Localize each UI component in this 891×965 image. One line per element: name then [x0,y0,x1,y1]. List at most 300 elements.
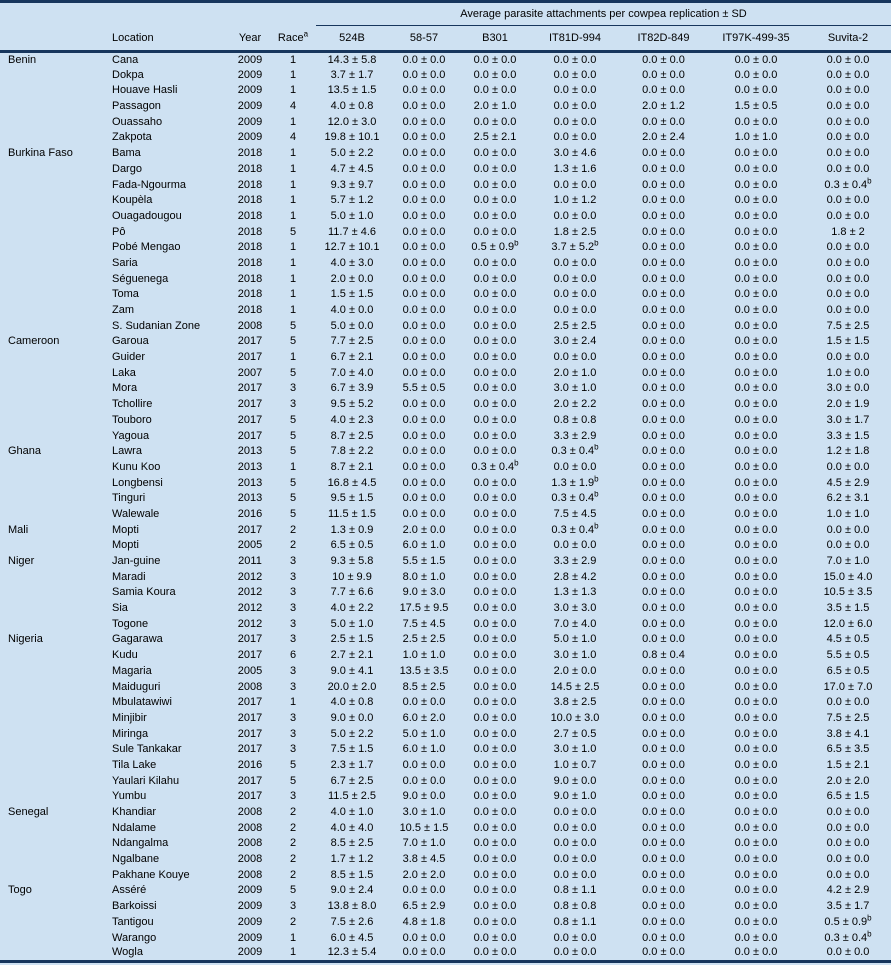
table-row [0,67,891,83]
year-cell: 2009 [237,946,263,959]
cultivar-header-58-57: 58-57 [388,26,460,52]
value-cell: 0.0 ± 0.0 [734,523,778,536]
table-row [0,397,891,413]
year-cell: 2017 [237,743,263,756]
race-cell: 2 [289,915,297,928]
value-cell: 0.0 ± 0.0 [826,806,870,819]
value-cell: 0.0 ± 0.0 [734,256,778,269]
value-cell: 0.0 ± 0.0 [473,617,517,630]
table-row [0,805,891,821]
race-cell: 5 [289,319,297,332]
value-cell: 0.0 ± 0.0 [734,853,778,866]
value-cell: 5.0 ± 2.2 [330,147,374,160]
location-cell: Gagarawa [112,633,163,646]
value-cell: 0.0 ± 0.0 [826,351,870,364]
year-cell: 2009 [237,68,263,81]
year-cell: 2009 [237,100,263,113]
value-cell: 3.0 ± 1.0 [553,382,597,395]
year-cell: 2017 [237,774,263,787]
value-cell: 2.0 ± 2.0 [826,774,870,787]
value-cell: 5.0 ± 1.0 [402,727,446,740]
year-cell: 2017 [237,351,263,364]
country-cell [0,616,106,632]
value-cell: 0.0 ± 0.0 [473,304,517,317]
value-cell: 0.0 ± 0.0 [734,398,778,411]
value-cell: 0.0 ± 0.0 [402,100,446,113]
value-cell: 3.7 ± 1.7 [330,68,374,81]
results-table-body [0,52,891,962]
value-cell: 0.0 ± 0.0 [553,868,597,881]
value-cell: 0.3 ± 0.4$^b$ [551,490,599,505]
location-cell: Ndalame [112,821,157,834]
location-cell: Cana [112,53,139,66]
value-cell: 0.0 ± 0.0 [642,366,685,379]
race-header [270,26,316,52]
value-cell: 3.0 ± 4.6 [553,147,597,160]
value-cell: 0.0 ± 0.0 [553,460,597,473]
value-cell: 1.3 ± 0.9 [330,523,374,536]
spanning-header-spacer [0,2,316,26]
value-cell: 17.5 ± 9.5 [399,602,449,615]
footnote-marker: b [514,459,519,468]
cultivar-header-it97k-499-35: IT97K-499-35 [707,26,805,52]
country-cell [0,899,106,915]
country-cell [0,946,106,962]
value-cell: 1.0 ± 1.0 [402,649,446,662]
value-cell: 5.0 ± 2.2 [330,727,374,740]
country-cell [0,365,106,381]
race-cell: 1 [289,53,297,66]
value-cell: 0.0 ± 0.0 [402,507,446,520]
country-cell [0,742,106,758]
value-cell: 0.0 ± 0.0 [473,476,517,489]
value-cell: 0.0 ± 0.0 [642,853,685,866]
country-cell [0,255,106,271]
value-cell: 4.0 ± 0.8 [330,100,374,113]
value-cell: 0.0 ± 0.0 [402,445,446,458]
value-cell: 5.0 ± 1.0 [330,209,374,222]
location-cell: Ngalbane [112,853,160,866]
country-cell [0,930,106,946]
value-cell: 0.0 ± 0.0 [642,272,685,285]
value-cell: 0.0 ± 0.0 [642,555,685,568]
value-cell: 0.0 ± 0.0 [473,774,517,787]
race-cell: 3 [289,398,297,411]
value-cell: 10.5 ± 1.5 [399,821,449,834]
location-cell: Miringa [112,727,149,740]
value-cell: 0.0 ± 0.0 [473,570,517,583]
value-cell: 3.3 ± 2.9 [553,429,597,442]
year-cell: 2016 [237,507,263,520]
value-cell: 1.5 ± 0.5 [734,100,778,113]
value-cell: 6.7 ± 2.1 [330,351,374,364]
value-cell: 0.0 ± 0.0 [734,304,778,317]
value-cell: 0.0 ± 0.0 [734,272,778,285]
value-cell: 0.0 ± 0.0 [402,413,446,426]
value-cell: 9.0 ± 0.0 [330,711,374,724]
location-cell: Warango [112,931,157,944]
value-cell: 2.0 ± 0.0 [330,272,374,285]
race-cell: 1 [289,209,297,222]
value-cell: 0.0 ± 0.0 [402,115,446,128]
table-row [0,899,891,915]
value-cell: 1.0 ± 1.0 [734,131,778,144]
location-cell: Magaria [112,664,152,677]
year-cell: 2013 [237,445,263,458]
year-cell: 2017 [237,649,263,662]
value-cell: 0.0 ± 0.0 [402,147,446,160]
location-cell: Yaulari Kilahu [112,774,180,787]
value-cell: 9.0 ± 0.0 [402,790,446,803]
value-cell: 0.0 ± 0.0 [734,382,778,395]
value-cell: 0.0 ± 0.0 [734,178,778,191]
value-cell: 0.0 ± 0.0 [642,209,685,222]
value-cell: 0.0 ± 0.0 [734,915,778,928]
location-cell: Sule Tankakar [112,743,182,756]
value-cell: 1.3 ± 1.6 [553,162,597,175]
value-cell: 0.8 ± 0.8 [553,900,597,913]
year-cell: 2017 [237,696,263,709]
value-cell: 15.0 ± 4.0 [823,570,873,583]
value-cell: 7.5 ± 4.5 [402,617,446,630]
value-cell: 0.0 ± 0.0 [642,931,685,944]
cultivar-header-524b: 524B [316,26,388,52]
value-cell: 0.0 ± 0.0 [642,539,685,552]
location-cell: Zam [112,304,134,317]
value-cell: 0.0 ± 0.0 [734,743,778,756]
value-cell: 4.5 ± 0.5 [826,633,870,646]
value-cell: 9.5 ± 5.2 [330,398,374,411]
value-cell: 0.0 ± 0.0 [473,837,517,850]
value-cell: 0.0 ± 0.0 [826,194,870,207]
country-cell [0,318,106,334]
table-header [0,2,891,52]
value-cell: 0.0 ± 0.0 [734,727,778,740]
cultivar-header-b301: B301 [460,26,530,52]
table-row [0,318,891,334]
value-cell: 0.0 ± 0.0 [473,821,517,834]
table-row [0,287,891,303]
table-row [0,114,891,130]
value-cell: 12.0 ± 3.0 [327,115,377,128]
value-cell: 6.7 ± 3.9 [330,382,374,395]
location-cell: Longbensi [112,476,163,489]
value-cell: 3.0 ± 1.7 [826,413,870,426]
value-cell: 0.0 ± 0.0 [553,853,597,866]
value-cell: 0.0 ± 0.0 [473,915,517,928]
location-cell: Ouassaho [112,115,163,128]
value-cell: 0.0 ± 0.0 [473,272,517,285]
race-cell: 5 [289,774,297,787]
value-cell: 0.0 ± 0.0 [642,382,685,395]
race-cell: 2 [289,837,297,850]
value-cell: 3.7 ± 5.2$^b$ [551,239,599,254]
table-row [0,428,891,444]
race-cell: 3 [289,602,297,615]
country-cell [0,852,106,868]
race-cell: 3 [289,727,297,740]
location-cell: Yagoua [112,429,150,442]
value-cell: 1.0 ± 0.7 [553,758,597,771]
year-cell: 2005 [237,664,263,677]
table-row [0,554,891,570]
table-row [0,475,891,491]
value-cell: 0.3 ± 0.4$^b$ [551,522,599,536]
table-row [0,820,891,836]
value-cell: 4.0 ± 0.8 [330,696,374,709]
table-row [0,867,891,883]
value-cell: 2.5 ± 1.5 [330,633,374,646]
year-cell: 2012 [237,617,263,630]
value-cell: 0.0 ± 0.0 [642,617,685,630]
value-cell: 6.5 ± 2.9 [402,900,446,913]
value-cell: 0.5 ± 0.9$^b$ [471,239,519,254]
year-cell: 2009 [237,131,263,144]
value-cell: 7.5 ± 2.5 [826,319,870,332]
value-cell: 5.5 ± 0.5 [826,649,870,662]
value-cell: 9.5 ± 1.5 [330,492,374,505]
value-cell: 0.0 ± 0.0 [734,241,778,254]
value-cell: 0.0 ± 0.0 [473,664,517,677]
location-cell: Sia [112,602,128,615]
country-cell: Niger [8,555,35,568]
value-cell: 0.0 ± 0.0 [642,523,685,536]
value-cell: 0.8 ± 1.1 [553,915,597,928]
race-cell: 6 [289,649,297,662]
value-cell: 20.0 ± 2.0 [327,680,377,693]
footnote-marker: b [594,490,599,499]
value-cell: 6.0 ± 4.5 [330,931,374,944]
race-cell: 5 [289,492,297,505]
value-cell: 0.0 ± 0.0 [402,84,446,97]
value-cell: 3.8 ± 4.5 [402,853,446,866]
value-cell: 4.5 ± 2.9 [826,476,870,489]
value-cell: 1.0 ± 0.0 [826,366,870,379]
value-cell: 0.0 ± 0.0 [553,837,597,850]
country-cell [0,130,106,146]
race-cell: 2 [289,806,297,819]
value-cell: 0.0 ± 0.0 [473,288,517,301]
value-cell: 0.0 ± 0.0 [826,256,870,269]
country-cell [0,789,106,805]
value-cell: 0.0 ± 0.0 [826,241,870,254]
country-cell [0,271,106,287]
table-row [0,491,891,507]
value-cell: 0.0 ± 0.0 [473,429,517,442]
race-cell: 2 [289,539,297,552]
value-cell: 0.0 ± 0.0 [826,946,870,959]
value-cell: 0.0 ± 0.0 [734,555,778,568]
value-cell: 5.7 ± 1.2 [330,194,374,207]
value-cell: 0.0 ± 0.0 [473,178,517,191]
location-cell: Bama [112,147,141,160]
value-cell: 6.5 ± 0.5 [330,539,374,552]
value-cell: 0.0 ± 0.0 [642,900,685,913]
value-cell: 2.0 ± 1.2 [642,100,685,113]
value-cell: 0.0 ± 0.0 [826,288,870,301]
value-cell: 8.7 ± 2.5 [330,429,374,442]
race-cell: 3 [289,900,297,913]
race-cell: 3 [289,555,297,568]
year-cell: 2009 [237,931,263,944]
country-cell [0,491,106,507]
value-cell: 11.7 ± 4.6 [327,225,377,238]
value-cell: 0.0 ± 0.0 [642,256,685,269]
value-cell: 2.5 ± 2.1 [473,131,517,144]
country-cell [0,867,106,883]
value-cell: 0.0 ± 0.0 [826,523,870,536]
country-cell [0,83,106,99]
value-cell: 1.0 ± 1.2 [553,194,597,207]
country-cell: Senegal [8,806,49,819]
value-cell: 7.7 ± 6.6 [330,586,374,599]
value-cell: 0.0 ± 0.0 [553,821,597,834]
race-cell: 1 [289,256,297,269]
value-cell: 3.5 ± 1.5 [826,602,870,615]
year-cell: 2012 [237,602,263,615]
country-cell [0,601,106,617]
race-cell: 2 [289,821,297,834]
table-row [0,914,891,930]
value-cell: 0.3 ± 0.4$^b$ [824,177,872,191]
value-cell: 0.0 ± 0.0 [642,868,685,881]
table-row [0,130,891,146]
value-cell: 0.0 ± 0.0 [402,162,446,175]
value-cell: 4.2 ± 2.9 [826,884,870,897]
year-cell: 2018 [237,241,263,254]
location-cell: Jan-guine [112,555,161,568]
value-cell: 0.0 ± 0.0 [473,649,517,662]
country-cell: Togo [8,884,32,897]
country-cell [0,475,106,491]
race-cell: 5 [289,225,297,238]
value-cell: 0.0 ± 0.0 [734,758,778,771]
country-cell [0,663,106,679]
value-cell: 3.8 ± 4.1 [826,727,870,740]
value-cell: 9.0 ± 2.4 [330,884,374,897]
value-cell: 9.3 ± 5.8 [330,555,374,568]
table-row [0,99,891,115]
value-cell: 0.0 ± 0.0 [553,272,597,285]
value-cell: 0.0 ± 0.0 [642,84,685,97]
table-row [0,522,891,538]
value-cell: 0.0 ± 0.0 [473,900,517,913]
value-cell: 0.0 ± 0.0 [473,68,517,81]
value-cell: 7.0 ± 1.0 [826,555,870,568]
value-cell: 5.5 ± 1.5 [402,555,446,568]
value-cell: 0.0 ± 0.0 [734,931,778,944]
table-row [0,271,891,287]
race-cell: 1 [289,696,297,709]
value-cell: 0.0 ± 0.0 [642,445,685,458]
table-row [0,240,891,256]
race-footnote-marker: a [303,29,309,39]
country-cell [0,240,106,256]
value-cell: 7.0 ± 4.0 [330,366,374,379]
table-row [0,303,891,319]
location-cell: Barkoissi [112,900,157,913]
value-cell: 3.3 ± 2.9 [553,555,597,568]
value-cell: 13.8 ± 8.0 [327,900,377,913]
value-cell: 0.3 ± 0.4$^b$ [471,459,519,473]
country-cell: Cameroon [8,335,60,348]
year-cell: 2017 [237,523,263,536]
value-cell: 0.0 ± 0.0 [553,539,597,552]
value-cell: 0.0 ± 0.0 [734,429,778,442]
race-cell: 4 [289,100,297,113]
value-cell: 0.0 ± 0.0 [402,272,446,285]
value-cell: 0.0 ± 0.0 [826,460,870,473]
value-cell: 0.0 ± 0.0 [734,868,778,881]
value-cell: 0.8 ± 0.4 [642,649,685,662]
country-cell [0,412,106,428]
value-cell: 3.0 ± 3.0 [553,602,597,615]
value-cell: 11.5 ± 2.5 [327,790,377,803]
country-cell [0,99,106,115]
table-row [0,52,891,68]
value-cell: 3.0 ± 2.4 [553,335,597,348]
table-row [0,742,891,758]
year-cell: 2012 [237,586,263,599]
value-cell: 3.5 ± 1.7 [826,900,870,913]
year-cell: 2009 [237,915,263,928]
value-cell: 7.7 ± 2.5 [330,335,374,348]
value-cell: 0.0 ± 0.0 [402,304,446,317]
value-cell: 5.5 ± 0.5 [402,382,446,395]
year-cell: 2007 [237,366,263,379]
year-cell: 2008 [237,853,263,866]
table-row [0,459,891,475]
value-cell: 0.0 ± 0.0 [642,774,685,787]
country-cell [0,757,106,773]
value-cell: 0.0 ± 0.0 [734,162,778,175]
country-cell [0,820,106,836]
year-cell: 2005 [237,539,263,552]
value-cell: 7.5 ± 1.5 [330,743,374,756]
value-cell: 0.0 ± 0.0 [553,131,597,144]
value-cell: 0.3 ± 0.4$^b$ [551,443,599,458]
value-cell: 1.8 ± 2.5 [553,225,597,238]
location-header: Location [106,26,230,52]
location-cell: Asséré [112,884,147,897]
value-cell: 0.0 ± 0.0 [642,633,685,646]
value-cell: 2.0 ± 0.0 [553,664,597,677]
value-cell: 0.0 ± 0.0 [734,586,778,599]
race-cell: 3 [289,664,297,677]
country-cell [0,397,106,413]
value-cell: 0.0 ± 0.0 [642,241,685,254]
location-cell: Guider [112,351,146,364]
value-cell: 0.0 ± 0.0 [642,758,685,771]
value-cell: 0.0 ± 0.0 [642,696,685,709]
country-cell [0,459,106,475]
year-cell: 2017 [237,790,263,803]
value-cell: 11.5 ± 1.5 [327,507,377,520]
table-row [0,883,891,899]
value-cell: 2.7 ± 0.5 [553,727,597,740]
race-cell: 2 [289,868,297,881]
year-cell: 2013 [237,476,263,489]
year-cell: 2009 [237,884,263,897]
table-row [0,757,891,773]
value-cell: 10 ± 9.9 [332,570,372,583]
value-cell: 0.0 ± 0.0 [402,884,446,897]
value-cell: 0.0 ± 0.0 [402,366,446,379]
value-cell: 0.0 ± 0.0 [473,492,517,505]
value-cell: 9.0 ± 4.1 [330,664,374,677]
race-cell: 1 [289,351,297,364]
value-cell: 0.0 ± 0.0 [473,413,517,426]
